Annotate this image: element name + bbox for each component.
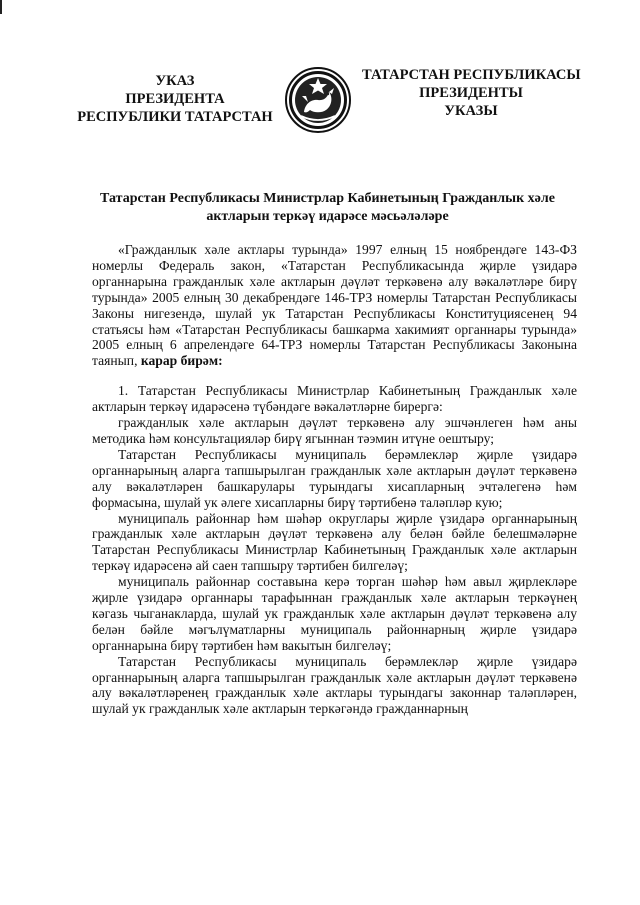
header-left-line-2: ПРЕЗИДЕНТА	[125, 91, 225, 107]
document-body	[92, 242, 577, 717]
clause-1: 1. Татарстан Республикасы Министрлар Кабинетының Гражданлык хәле актларын теркәү идарәсенә түбәндәге вәкаләтләрне бирергә:	[92, 383, 577, 415]
tatarstan-coat-of-arms-icon	[284, 66, 352, 134]
header-left-line-3: РЕСПУБЛИКИ ТАТАРСТАН	[77, 109, 273, 125]
preamble-text: «Гражданлык хәле актлары турында» 1997 елның 15 ноябрендәге 143-ФЗ номерлы Федераль закон, «Татарстан Республикасында җирле үзидарә органнарына гражданлык хәле актларын дәүләт теркәвенә алу вәкаләтләре бирү турында» 2005 елның 30 декабрендәге 146-ТРЗ номерлы Татарстан Республикасы Законы нигезендә, шулай ук Татарстан Республикасы Конституциясенең 94 статьясы һәм «Татарстан Республикасы башкарма хакимият органнары турында» 2005 елның 6 апрелендәге 64-ТРЗ номерлы Татарстан Республикасы Законына таянып,	[92, 242, 577, 369]
document-title: Татарстан Республикасы Министрлар Кабинетының Гражданлык хәле актларын теркәү идарәсе мәсьәләләре	[100, 191, 555, 224]
header-tatar-block	[362, 66, 580, 120]
header-right-line-2: ПРЕЗИДЕНТЫ	[419, 85, 523, 101]
clause-1-item-5: Татарстан Республикасы муниципаль берәмлекләр җирле үзидарә органнарының аларга тапшырылган гражданлык хәле актларын дәүләт теркәвенә алу вәкаләтләренең гражданлык хәле актлары турындагы законнар таләпләрен, шулай ук гражданлык хәле актларын теркәгәндә гражданнарның	[92, 653, 577, 717]
document-header	[0, 66, 640, 156]
preamble-paragraph	[92, 242, 577, 369]
header-right-line-3: УКАЗЫ	[444, 103, 498, 119]
decision-phrase: карар бирәм:	[140, 353, 223, 369]
header-russian-block	[70, 72, 280, 126]
clause-1-item-1: гражданлык хәле актларын дәүләт теркәвенә алу эшчәнлеген һәм аны методика һәм консультацияләр бирү ягыннан тәэмин итүне оештыру;	[92, 415, 577, 446]
header-left-line-1: УКАЗ	[155, 73, 195, 89]
page-edge-mark	[0, 0, 2, 14]
header-right-line-1: ТАТАРСТАН РЕСПУБЛИКАСЫ	[362, 67, 581, 83]
clause-1-item-4: муниципаль районнар составына керә торган шәһәр һәм авыл җирлекләре җирле үзидарә органнары тарафыннан гражданлык хәле актларын теркәүнең кәгазь чыганакларда, шулай ук гражданлык хәле актларын дәүләт теркәвенә алу белән бәйле мәгълүматларны муниципаль районнарның җирле үзидарә органнарына бирү тәртибен һәм вакытын билгеләү;	[92, 574, 577, 653]
clause-1-item-3: муниципаль районнар һәм шәһәр округлары җирле үзидарә органнарының гражданлык хәле актларын дәүләт теркәвенә алу белән бәйле белешмәләрне Татарстан Республикасы Министрлар Кабинетының Гражданлык хәле актларын теркәү идарәсенә ай саен тапшыру тәртибен билгеләү;	[92, 510, 577, 574]
clause-1-item-2: Татарстан Республикасы муниципаль берәмлекләр җирле үзидарә органнарының аларга тапшырылган гражданлык хәле актларын дәүләт теркәвенә алу вәкаләтләрен башкарулары турындагы хисапларның эчтәлегенә һәм формасына, шулай ук әлеге хисапларны бирү тәртибенә таләпләр кую;	[92, 446, 577, 510]
